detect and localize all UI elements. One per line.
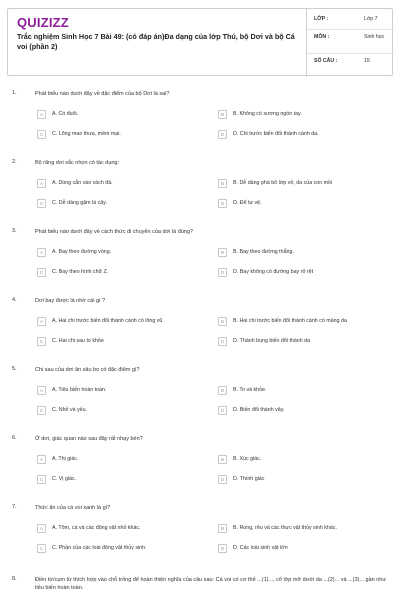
option-text: C. Dễ dàng gặm lá cây. — [52, 200, 107, 206]
count-label: SỐ CÂU : — [314, 58, 338, 64]
question-text: Điền từ/cụm từ thích hợp vào chỗ trống để hoàn thiện nghĩa của câu sau: Cá voi có cơ thể ...(1)..., cổ lớp mỡ dưới da ...(2)... và ...(3)... gần như tiêu biến hoàn toàn. — [35, 577, 387, 591]
option-text: C. Phần của các loài động vật thủy sinh. — [52, 545, 147, 551]
option-text: B. Dễ dàng phá bỏ lớp vỏ, da của con mồi — [233, 180, 333, 186]
meta-panel — [306, 9, 395, 77]
class-label: LỚP : — [314, 16, 329, 22]
option-text: D. Thành bụng biến đổi thành da — [233, 338, 311, 344]
question-number: 3. — [12, 228, 17, 234]
class-value: Lớp 7 — [364, 16, 378, 22]
worksheet-header — [7, 8, 393, 76]
worksheet-title: Trắc nghiệm Sinh Học 7 Bài 49: (có đáp án)Đa dạng của lớp Thú, bộ Dơi và bộ Cá voi (phần 2) — [17, 32, 295, 51]
option-letter-box: D — [218, 475, 227, 484]
question-number: 5. — [12, 366, 17, 372]
option-text: C. Bay theo hình chữ Z. — [52, 269, 109, 275]
question-number: 6. — [12, 435, 17, 441]
option-letter-box: D — [218, 130, 227, 139]
option-letter-box: B — [218, 179, 227, 188]
option-text: A. Tiêu biến hoàn toàn. — [52, 387, 107, 393]
question-text: Dơi bay được là nhờ cái gì ? — [35, 298, 106, 304]
option-letter-box: A — [37, 524, 46, 533]
question-text: Ở dơi, giác quan nào sau đây rất nhạy bén? — [35, 436, 143, 442]
option-letter-box: C — [37, 544, 46, 553]
option-text: D. Biến đổi thành vây. — [233, 407, 285, 413]
count-value: 15 — [364, 58, 370, 64]
question-number: 8. — [12, 576, 17, 582]
option-text: C. Lông mao thưa, mềm mại. — [52, 131, 121, 137]
option-letter-box: C — [37, 337, 46, 346]
option-text: B. Hai chi trước biến đổi thành cánh có màng da — [233, 318, 347, 324]
option-text: A. Có đuôi. — [52, 111, 79, 117]
option-text: A. Dùng cắn vào vách đá. — [52, 180, 113, 186]
question-number: 2. — [12, 159, 17, 165]
option-text: C. Hai chi sau to khỏe — [52, 338, 104, 344]
option-text: A. Bay theo đường vòng. — [52, 249, 112, 255]
meta-divider — [307, 53, 395, 54]
option-text: B. Xúc giác. — [233, 456, 262, 462]
question-number: 4. — [12, 297, 17, 303]
question-text: Phát biểu nào dưới đây về cách thức di chuyển của dơi là đúng? — [35, 229, 193, 235]
option-letter-box: B — [218, 455, 227, 464]
option-letter-box: D — [218, 337, 227, 346]
question-text: Thức ăn của cá voi xanh là gì? — [35, 505, 111, 511]
option-text: D. Để tự vệ. — [233, 200, 262, 206]
option-letter-box: B — [218, 317, 227, 326]
option-letter-box: C — [37, 199, 46, 208]
option-text: C. Vị giác. — [52, 476, 77, 482]
option-text: D. Bay không có đường bay rõ rệt — [233, 269, 314, 275]
question-text: Phát biểu nào dưới đây về đặc điểm của bộ Dơi là sai? — [35, 91, 170, 97]
option-text: C. Nhỏ và yếu. — [52, 407, 88, 413]
option-letter-box: B — [218, 386, 227, 395]
subject-label: MÔN : — [314, 34, 330, 40]
option-letter-box: A — [37, 455, 46, 464]
option-letter-box: D — [218, 544, 227, 553]
option-letter-box: A — [37, 317, 46, 326]
quizizz-logo: QUIZIZZ — [17, 15, 69, 30]
option-letter-box: A — [37, 248, 46, 257]
question-text: Chi sau của dơi ăn sâu bọ có đặc điểm gì? — [35, 367, 140, 373]
option-letter-box: B — [218, 524, 227, 533]
question-number: 7. — [12, 504, 17, 510]
option-letter-box: C — [37, 130, 46, 139]
option-letter-box: C — [37, 268, 46, 277]
option-text: B. To và khỏe. — [233, 387, 267, 393]
option-letter-box: D — [218, 199, 227, 208]
option-text: A. Hai chi trước biến đổi thành cánh có lông vũ — [52, 318, 163, 324]
option-letter-box: A — [37, 386, 46, 395]
meta-divider — [307, 29, 395, 30]
option-text: B. Bay theo đường thẳng. — [233, 249, 294, 255]
option-letter-box: D — [218, 406, 227, 415]
option-letter-box: C — [37, 475, 46, 484]
option-letter-box: A — [37, 110, 46, 119]
option-letter-box: B — [218, 248, 227, 257]
question-number: 1. — [12, 90, 17, 96]
option-letter-box: B — [218, 110, 227, 119]
option-letter-box: D — [218, 268, 227, 277]
option-text: A. Thị giác. — [52, 456, 79, 462]
question-text: Bộ răng dơi sắc nhọn có tác dụng: — [35, 160, 120, 166]
option-letter-box: C — [37, 406, 46, 415]
option-text: D. Các loài sinh vật lớn — [233, 545, 288, 551]
option-text: A. Tôm, cá và các động vật nhỏ khác. — [52, 525, 141, 531]
option-text: B. Rong, rêu và các thực vật thủy sinh khác. — [233, 525, 337, 531]
option-text: D. Chi trước biến đổi thành cánh da. — [233, 131, 319, 137]
option-text: D. Thính giác — [233, 476, 265, 482]
option-letter-box: A — [37, 179, 46, 188]
option-text: B. Không có xương ngón tay. — [233, 111, 302, 117]
subject-value: Sinh học — [364, 34, 385, 40]
